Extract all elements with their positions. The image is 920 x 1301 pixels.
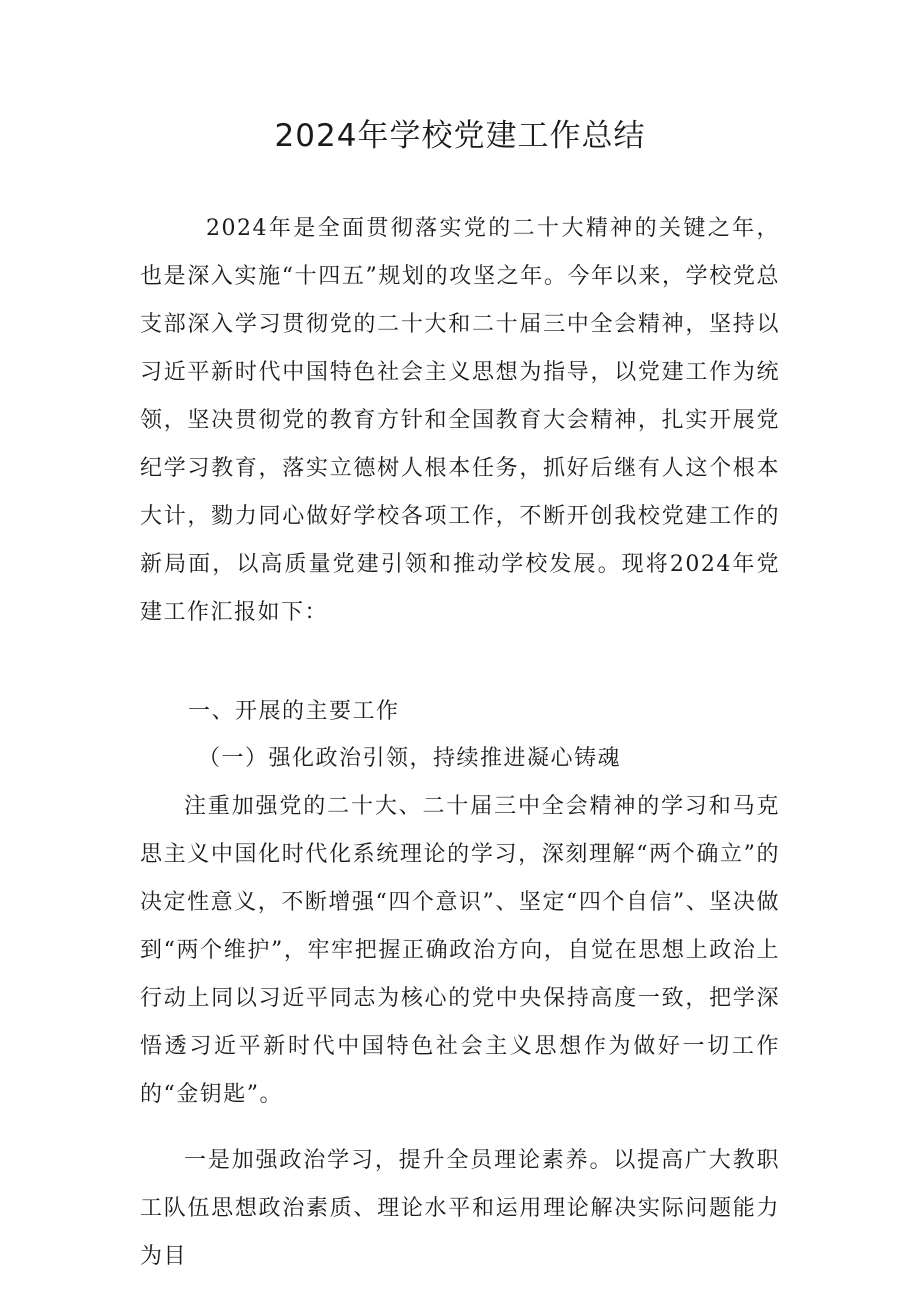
political-paragraph: 注重加强党的二十大、二十届三中全会精神的学习和马克思主义中国化时代化系统理论的学习，深刻理解“两个确立”的决定性意义，不断增强“四个意识”、坚定“四个自信”、坚决做到“两个维护”，牢牢把握正确政治方向，自觉在思想上政治上行动上同以习近平同志为核心的党中央保持高度一致，把学深悟透习近平新时代中国特色社会主义思想作为做好一切工作的“金钥匙”。 bbox=[140, 794, 780, 1107]
section-heading-main-work: 一、开展的主要工作 bbox=[188, 699, 400, 724]
subsection-heading-political-leadership: （一）强化政治引领，持续推进凝心铸魂 bbox=[198, 746, 622, 771]
intro-paragraph: 2024年是全面贯彻落实党的二十大精神的关键之年，也是深入实施“十四五”规划的攻坚之年。今年以来，学校党总支部深入学习贯彻党的二十大和二十届三中全会精神，坚持以习近平新时代中国特色社会主义思想为指导，以党建工作为统领，坚决贯彻党的教育方针和全国教育大会精神，扎实开展党纪学习教育，落实立德树人根本任务，抓好后继有人这个根本大计，勠力同心做好学校各项工作，不断开创我校党建工作的新局面，以高质量党建引领和推动学校发展。现将2024年党建工作汇报如下： bbox=[140, 216, 780, 625]
political-study-paragraph: 一是加强政治学习，提升全员理论素养。以提高广大教职工队伍思想政治素质、理论水平和运用理论解决实际问题能力为目 bbox=[140, 1148, 780, 1269]
document-title: 2024年学校党建工作总结 bbox=[274, 118, 646, 154]
